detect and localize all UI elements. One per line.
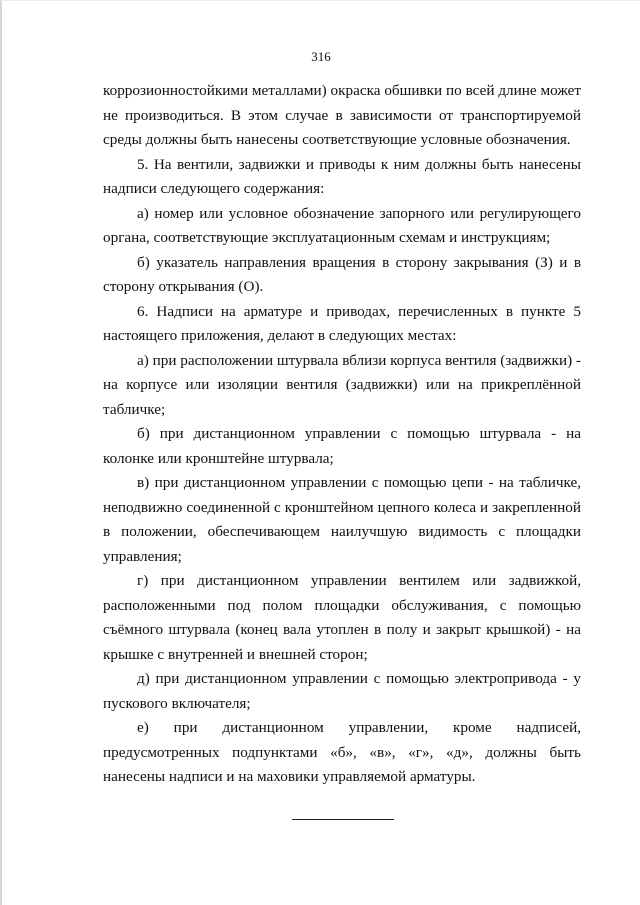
- page-number: 316: [311, 49, 331, 64]
- paragraph-item-5: 5. На вентили, задвижки и приводы к ним должны быть нанесены надписи следующего содержания:: [103, 155, 581, 197]
- paragraph-item-6: 6. Надписи на арматуре и приводах, перечисленных в пункте 5 настоящего приложения, делают в следующих местах:: [103, 302, 581, 344]
- paragraph-continuation: коррозионностойкими металлами) окраска обшивки по всей длине может не производиться. В этом случае в зависимости от транспортируемой среды должны быть нанесены соответствующие условные обозначения.: [103, 82, 581, 148]
- paragraph-subitem-6a: а) при расположении штурвала вблизи корпуса вентиля (задвижки) - на корпусе или изоляции вентиля (задвижки) или на прикреплённой табличке;: [103, 351, 581, 418]
- paragraph-subitem-6b: б) при дистанционном управлении с помощью штурвала - на колонке или кронштейне штурвала;: [103, 425, 581, 467]
- document-body: [103, 79, 581, 790]
- paragraph-subitem-6v: в) при дистанционном управлении с помощью цепи - на табличке, неподвижно соединенной с кронштейном цепного колеса и закрепленной в положении, обеспечивающем наилучшую видимость с площадки управления;: [103, 474, 581, 565]
- paragraph-subitem-6d: д) при дистанционном управлении с помощью электропривода - у пускового включателя;: [103, 670, 581, 712]
- paragraph-subitem-6e: е) при дистанционном управлении, кроме надписей, предусмотренных подпунктами «б», «в», «г», «д», должны быть нанесены надписи и на маховики управляемой арматуры.: [103, 719, 581, 785]
- paragraph-subitem-5b: б) указатель направления вращения в сторону закрывания (З) и в сторону открывания (О).: [103, 253, 581, 295]
- end-of-section-rule: [292, 819, 394, 820]
- paragraph-subitem-6g: г) при дистанционном управлении вентилем или задвижкой, расположенными под полом площадки обслуживания, с помощью съёмного штурвала (конец вала утоплен в полу и закрыт крышкой) - на крышке с внутренней и внешней сторон;: [103, 572, 581, 663]
- paragraph-subitem-5a: а) номер или условное обозначение запорного или регулирующего органа, соответствующие эксплуатационным схемам и инструкциям;: [103, 204, 581, 246]
